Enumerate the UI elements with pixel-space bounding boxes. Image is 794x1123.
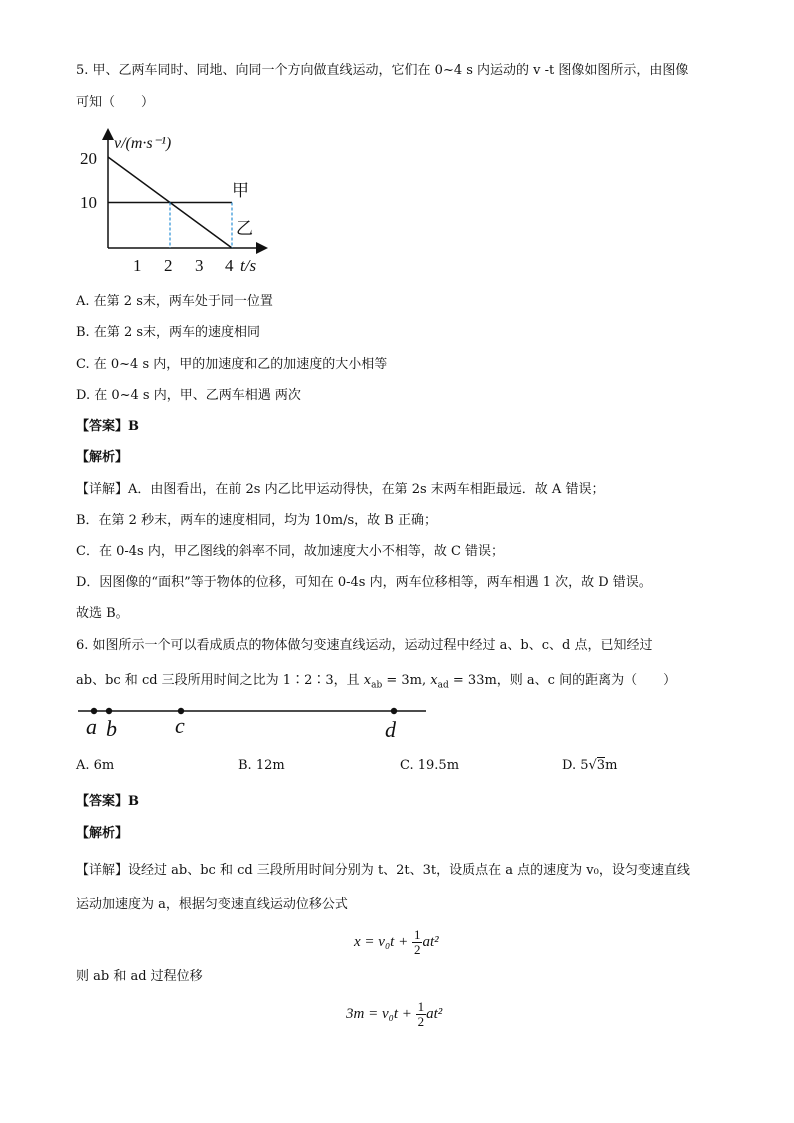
q5-detail-line3: C．在 0-4s 内，甲乙图线的斜率不同，故加速度大小不相等，故 C 错误； [76, 544, 505, 559]
q6-option-d-radicand: 3 [596, 758, 606, 773]
series-label-jia: 甲 [232, 181, 249, 200]
q5-stem-line2: 可知（ ） [76, 95, 155, 110]
q6-stem-post: ，则 a、c 间的距离为（ ） [496, 673, 677, 688]
x-tick-4: 4 [225, 256, 234, 275]
q6-stem-pre: ab、bc 和 cd 三段所用时间之比为 1∶2∶3，且 [76, 673, 364, 688]
x-axis-label: t/s [240, 256, 257, 275]
y-tick-10: 10 [80, 193, 97, 212]
q5-vt-graph [76, 126, 276, 282]
formula-ab [346, 1000, 442, 1029]
sqrt-sign: √ [588, 758, 597, 773]
q5-detail-line4: D．因图像的“面积”等于物体的位移，可知在 0-4s 内，两车位移相等，两车相遇 1 次，故 D 错误。 [76, 575, 652, 590]
point-a-label: a [86, 714, 97, 739]
q6-points-diagram [76, 698, 436, 744]
q6-answer: 【答案】B [76, 794, 139, 809]
point-c-label: c [175, 713, 185, 738]
q6-option-b: B. 12m [238, 758, 285, 773]
q5-detail-line1: 【详解】A．由图看出，在前 2s 内乙比甲运动得快，在第 2s 末两车相距最远．故 A 错误； [76, 482, 605, 497]
x-tick-1: 1 [133, 256, 142, 275]
point-d-dot [391, 708, 397, 714]
series-label-yi: 乙 [236, 219, 253, 238]
x-ad-sub: ad [437, 680, 449, 691]
y-axis-label: v/(m·s⁻¹) [114, 135, 172, 152]
q6-option-d [562, 758, 617, 773]
formula2-lhs: 3m = v₀t + [346, 1005, 416, 1022]
formula1-fraction [412, 928, 423, 957]
q5-stem-line1: 5. 甲、乙两车同时、同地、向同一个方向做直线运动，它们在 0~4 s 内运动的 v -t 图像如图所示，由图像 [76, 63, 689, 78]
formula1-numerator: 1 [413, 927, 421, 942]
formula1-lhs: x = v₀t + [354, 933, 412, 950]
q5-analysis-heading: 【解析】 [76, 450, 129, 465]
x-ab-value: = 3m, [382, 673, 431, 688]
x-ad-value: = 33m [448, 673, 497, 688]
q6-analysis-heading: 【解析】 [76, 826, 129, 841]
formula2-numerator: 1 [417, 999, 425, 1014]
q6-stem-line2 [76, 672, 676, 695]
q5-option-d: D. 在 0~4 s 内，甲、乙两车相遇 两次 [76, 388, 301, 403]
q5-option-a: A. 在第 2 s末，两车处于同一位置 [76, 294, 273, 309]
q6-detail-line3: 则 ab 和 ad 过程位移 [76, 969, 203, 984]
formula2-rhs: at² [426, 1005, 443, 1022]
q6-stem-line1: 6. 如图所示一个可以看成质点的物体做匀变速直线运动，运动过程中经过 a、b、c、d 点，已知经过 [76, 638, 653, 653]
formula-displacement [354, 928, 439, 957]
q5-detail-line5: 故选 B。 [76, 606, 129, 621]
formula2-fraction [416, 1000, 427, 1029]
x-ab-sub: ab [371, 680, 383, 691]
q6-option-d-unit: m [605, 758, 618, 773]
q5-detail-line2: B．在第 2 秒末，两车的速度相同，均为 10m/s，故 B 正确； [76, 513, 437, 528]
formula2-denominator: 2 [417, 1014, 425, 1029]
x-ad-symbol: x [430, 673, 438, 688]
q5-option-c: C. 在 0~4 s 内，甲的加速度和乙的加速度的大小相等 [76, 357, 388, 372]
q6-detail-line1: 【详解】设经过 ab、bc 和 cd 三段所用时间分别为 t、2t、3t，设质点在 a 点的速度为 v₀，设匀变速直线 [76, 863, 690, 878]
point-b-dot [106, 708, 112, 714]
y-tick-20: 20 [80, 149, 97, 168]
point-d-label: d [385, 717, 396, 742]
formula1-denominator: 2 [413, 942, 421, 957]
q6-option-a: A. 6m [76, 758, 115, 773]
q5-answer: 【答案】B [76, 419, 139, 434]
q5-option-b: B. 在第 2 s末，两车的速度相同 [76, 325, 261, 340]
x-ab-symbol: x [363, 673, 372, 688]
x-tick-3: 3 [195, 256, 204, 275]
point-b-label: b [106, 716, 117, 741]
q6-option-d-pre: D. 5 [562, 758, 589, 773]
q6-detail-line2: 运动加速度为 a，根据匀变速直线运动位移公式 [76, 897, 348, 912]
x-tick-2: 2 [164, 256, 173, 275]
q6-option-c: C. 19.5m [400, 758, 460, 773]
formula1-rhs: at² [422, 933, 439, 950]
